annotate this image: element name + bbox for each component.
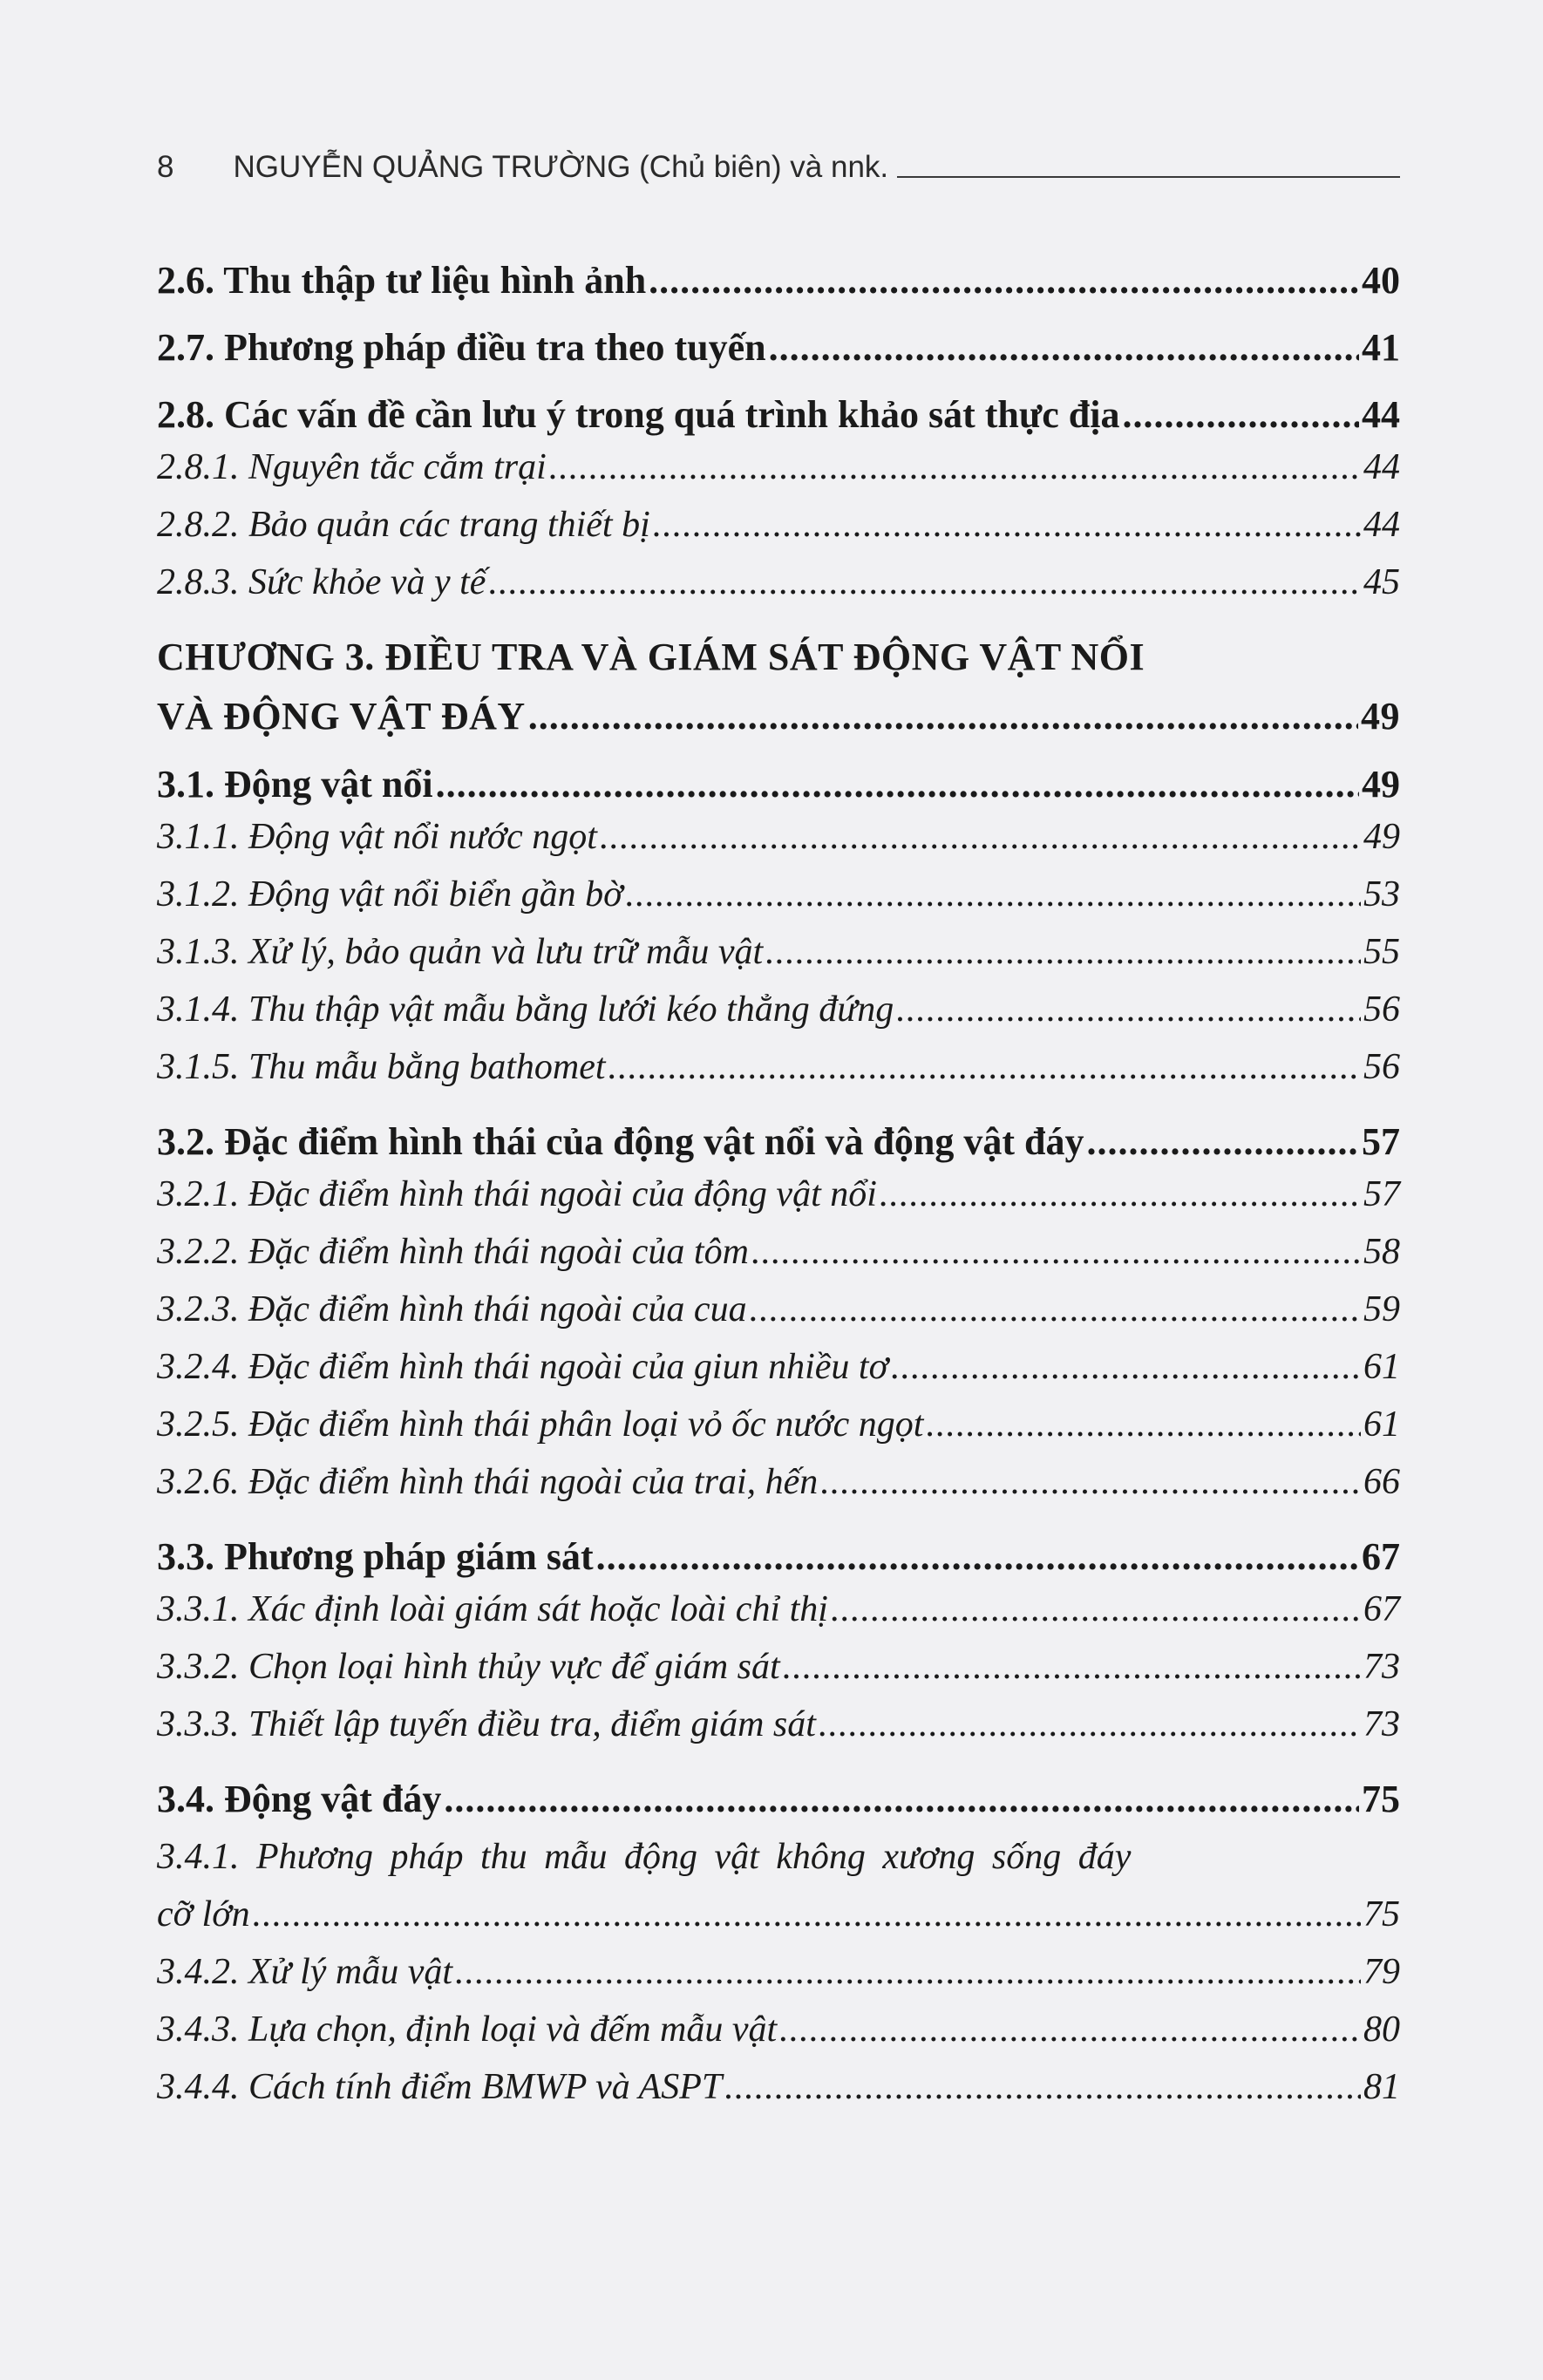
toc-entry-page: 57 [1362, 1120, 1400, 1163]
toc-entry-3-1-5[interactable] [157, 1046, 1400, 1104]
toc-entry-page: 67 [1363, 1589, 1400, 1629]
toc-entry-title: 2.8. Các vấn đề cần lưu ý trong quá trình khảo sát thực địa [157, 393, 1120, 436]
toc-entry-2-7[interactable] [157, 325, 1400, 377]
running-header [157, 150, 1400, 185]
toc-entry-title: 3.2.3. Đặc điểm hình thái ngoài của cua [157, 1289, 747, 1329]
toc-entry-page: 56 [1363, 1047, 1400, 1087]
dot-leader [880, 1173, 1361, 1215]
toc-entry-page: 75 [1362, 1778, 1400, 1820]
toc-entry-title-line-2 [157, 1894, 1400, 1951]
dot-leader [436, 762, 1359, 806]
dot-leader [649, 258, 1359, 303]
dot-leader [600, 816, 1361, 858]
toc-entry-title: 2.8.2. Bảo quản các trang thiết bị [157, 505, 650, 545]
toc-entry-page: 75 [1363, 1894, 1400, 1935]
dot-leader [896, 989, 1361, 1030]
toc-entry-chapter-3[interactable] [157, 635, 1400, 748]
toc-entry-title: 3.4.2. Xử lý mẫu vật [157, 1952, 453, 1992]
toc-entry-page: 49 [1361, 695, 1400, 738]
toc-entry-title: 2.6. Thu thập tư liệu hình ảnh [157, 259, 647, 302]
toc-entry-page: 44 [1362, 393, 1400, 436]
toc-entry-3-3-1[interactable] [157, 1588, 1400, 1646]
toc-entry-page: 49 [1362, 763, 1400, 806]
toc-entry-page: 55 [1363, 932, 1400, 972]
dot-leader [444, 1777, 1359, 1821]
toc-entry-3-4-2[interactable] [157, 1951, 1400, 2009]
chapter-title-line-1: CHƯƠNG 3. ĐIỀU TRA VÀ GIÁM SÁT ĐỘNG VẬT NỔI [157, 636, 1145, 678]
toc-entry-title: 2.8.3. Sức khỏe và y tế [157, 562, 486, 602]
dot-leader [783, 1646, 1361, 1688]
toc-entry-title: 3.2. Đặc điểm hình thái của động vật nổi và động vật đáy [157, 1120, 1084, 1163]
toc-entry-3-2-2[interactable] [157, 1231, 1400, 1289]
dot-leader [750, 1289, 1361, 1330]
toc-entry-3-4[interactable] [157, 1777, 1400, 1829]
toc-entry-2-8-2[interactable] [157, 504, 1400, 561]
table-of-contents [157, 258, 1400, 2124]
toc-entry-page: 45 [1363, 562, 1400, 602]
toc-entry-2-8-3[interactable] [157, 561, 1400, 619]
toc-entry-title: 3.4.3. Lựa chọn, định loại và đếm mẫu vật [157, 2009, 778, 2050]
dot-leader [769, 325, 1359, 370]
toc-entry-page: 73 [1363, 1647, 1400, 1687]
toc-entry-page: 59 [1363, 1289, 1400, 1329]
toc-entry-title: 3.1.5. Thu mẫu bằng bathomet [157, 1047, 606, 1087]
toc-entry-title: cỡ lớn [157, 1894, 250, 1935]
toc-entry-title: 3.3.3. Thiết lập tuyến điều tra, điểm giám sát [157, 1704, 816, 1744]
toc-entry-title: 3.3.2. Chọn loại hình thủy vực để giám sát [157, 1647, 780, 1687]
dot-leader [549, 446, 1361, 488]
dot-leader [253, 1894, 1361, 1935]
toc-entry-3-2[interactable] [157, 1119, 1400, 1172]
toc-entry-3-3-3[interactable] [157, 1703, 1400, 1761]
toc-entry-3-4-4[interactable] [157, 2066, 1400, 2124]
toc-entry-title: 3.2.2. Đặc điểm hình thái ngoài của tôm [157, 1232, 749, 1272]
toc-entry-3-1-2[interactable] [157, 874, 1400, 931]
dot-leader [653, 504, 1361, 546]
toc-entry-3-4-3[interactable] [157, 2009, 1400, 2066]
toc-entry-3-1-1[interactable] [157, 816, 1400, 874]
dot-leader [455, 1951, 1361, 1993]
running-title: NGUYỄN QUẢNG TRƯỜNG (Chủ biên) và nnk. [233, 150, 889, 184]
toc-entry-page: 80 [1363, 2009, 1400, 2050]
toc-entry-2-8-1[interactable] [157, 446, 1400, 504]
toc-entry-3-1[interactable] [157, 762, 1400, 814]
dot-leader [891, 1346, 1361, 1388]
toc-entry-3-2-1[interactable] [157, 1173, 1400, 1231]
dot-leader [528, 694, 1358, 738]
toc-entry-page: 67 [1362, 1535, 1400, 1578]
chapter-title-line-2 [157, 694, 1400, 748]
toc-entry-title: 2.8.1. Nguyên tắc cắm trại [157, 447, 547, 487]
toc-entry-3-2-5[interactable] [157, 1404, 1400, 1461]
toc-entry-page: 41 [1362, 326, 1400, 369]
header-rule [897, 176, 1400, 178]
dot-leader [596, 1534, 1359, 1579]
toc-entry-title: 3.4.4. Cách tính điểm BMWP và ASPT [157, 2067, 723, 2107]
toc-entry-title: 3.3.1. Xác định loài giám sát hoặc loài chỉ thị [157, 1589, 828, 1629]
dot-leader [1087, 1119, 1359, 1164]
dot-leader [626, 874, 1361, 915]
toc-entry-2-6[interactable] [157, 258, 1400, 310]
toc-entry-page: 53 [1363, 874, 1400, 915]
toc-entry-title-line-1: 3.4.1. Phương pháp thu mẫu động vật không xương sống đáy [157, 1837, 1132, 1877]
dot-leader [608, 1046, 1362, 1088]
toc-entry-3-2-4[interactable] [157, 1346, 1400, 1404]
toc-entry-3-2-6[interactable] [157, 1461, 1400, 1519]
toc-entry-page: 79 [1363, 1952, 1400, 1992]
dot-leader [820, 1461, 1361, 1503]
dot-leader [1123, 392, 1360, 437]
page-number: 8 [157, 150, 174, 184]
toc-entry-3-2-3[interactable] [157, 1289, 1400, 1346]
toc-entry-title: 3.2.5. Đặc điểm hình thái phân loại vỏ ốc nước ngọt [157, 1404, 924, 1445]
toc-entry-page: 73 [1363, 1704, 1400, 1744]
toc-entry-page: 81 [1363, 2067, 1400, 2107]
dot-leader [926, 1404, 1361, 1445]
toc-entry-page: 58 [1363, 1232, 1400, 1272]
toc-entry-page: 61 [1363, 1404, 1400, 1445]
dot-leader [819, 1703, 1361, 1745]
toc-entry-3-3-2[interactable] [157, 1646, 1400, 1703]
toc-entry-title: 3.1.4. Thu thập vật mẫu bằng lưới kéo thẳng đứng [157, 989, 894, 1030]
toc-entry-page: 57 [1363, 1174, 1400, 1214]
toc-entry-page: 40 [1362, 259, 1400, 302]
toc-entry-3-3[interactable] [157, 1534, 1400, 1587]
dot-leader [779, 2009, 1361, 2050]
toc-entry-title: 2.7. Phương pháp điều tra theo tuyến [157, 326, 766, 369]
toc-entry-page: 44 [1363, 447, 1400, 487]
toc-entry-title: VÀ ĐỘNG VẬT ĐÁY [157, 695, 526, 738]
dot-leader [488, 561, 1361, 603]
dot-leader [724, 2066, 1361, 2108]
toc-entry-title: 3.1.1. Động vật nổi nước ngọt [157, 817, 597, 857]
toc-entry-title: 3.1.2. Động vật nổi biển gần bờ [157, 874, 623, 915]
toc-entry-page: 49 [1363, 817, 1400, 857]
dot-leader [751, 1231, 1361, 1273]
toc-entry-title: 3.2.4. Đặc điểm hình thái ngoài của giun nhiều tơ [157, 1347, 888, 1387]
toc-entry-3-4-1[interactable] [157, 1836, 1400, 1951]
toc-entry-page: 61 [1363, 1347, 1400, 1387]
toc-entry-title: 3.2.6. Đặc điểm hình thái ngoài của trai, hến [157, 1462, 819, 1502]
toc-entry-title: 3.4. Động vật đáy [157, 1778, 442, 1820]
dot-leader [831, 1588, 1361, 1630]
toc-entry-title: 3.1.3. Xử lý, bảo quản và lưu trữ mẫu vật [157, 932, 764, 972]
toc-entry-page: 56 [1363, 989, 1400, 1030]
toc-entry-3-1-4[interactable] [157, 989, 1400, 1046]
toc-entry-page: 44 [1363, 505, 1400, 545]
toc-entry-title: 3.1. Động vật nổi [157, 763, 433, 806]
toc-entry-title: 3.3. Phương pháp giám sát [157, 1535, 594, 1578]
dot-leader [765, 931, 1361, 973]
toc-entry-title: 3.2.1. Đặc điểm hình thái ngoài của động vật nổi [157, 1174, 877, 1214]
toc-entry-page: 66 [1363, 1462, 1400, 1502]
toc-entry-3-1-3[interactable] [157, 931, 1400, 989]
toc-entry-2-8[interactable] [157, 392, 1400, 445]
